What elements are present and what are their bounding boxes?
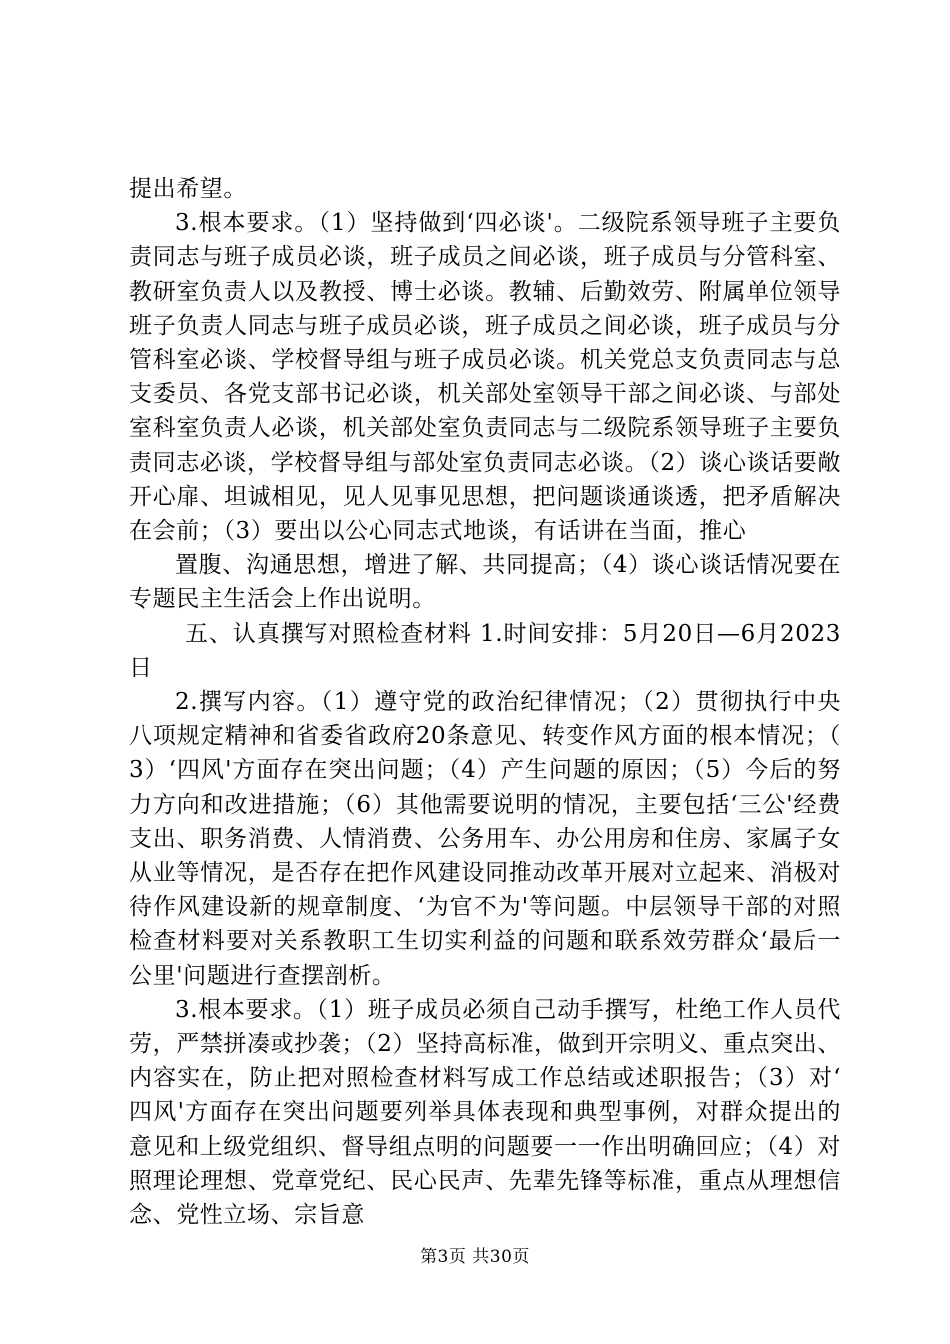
page-footer: 第3页 共30页	[420, 1247, 530, 1267]
paragraph-writing-content: 2.撰写内容。（1）遵守党的政治纪律情况；（2）贯彻执行中央八项规定精神和省委省政府20条意见、转变作风方面的根本情况；（3）‘四风'方面存在突出问题；（4）产生问题的原因；（5）今后的努力方向和改进措施；（6）其他需要说明的情况，主要包括‘三公'经费支出、职务消费、人情消费、公务用车、办公用房和住房、家属子女从业等情况，是否存在把作风建设同推动改革开展对立起来、消极对待作风建设新的规章制度、‘为官不为'等问题。中层领导干部的对照检查材料要对关系教职工生切实利益的问题和联系效劳群众‘最后一公里'问题进行查摆剖析。	[129, 689, 841, 989]
paragraph-intro-end: 提出希望。	[129, 176, 247, 202]
paragraph-talks-continued: 置腹、沟通思想，增进了解、共同提高；（4）谈心谈话情况要在专题民主生活会上作出说明。	[129, 552, 841, 613]
document-body	[129, 172, 841, 1232]
paragraph-writing-requirements: 3.根本要求。（1）班子成员必须自己动手撰写，杜绝工作人员代劳，严禁拼凑或抄袭；（2）坚持高标准，做到开宗明义、重点突出、内容实在，防止把对照检查材料写成工作总结或述职报告；（3）对‘四风'方面存在突出问题要列举具体表现和典型事例，对群众提出的意见和上级党组织、督导组点明的问题要一一作出明确回应；（4）对照理论理想、党章党纪、民心民声、先辈先锋等标准，重点从理想信念、党性立场、宗旨意	[129, 996, 841, 1229]
section-heading-five: 五、认真撰写对照检查材料 1.时间安排：5月20日—6月2023日	[129, 620, 841, 681]
paragraph-basic-requirements-talks: 3.根本要求。（1）坚持做到‘四必谈'。二级院系领导班子主要负责同志与班子成员必谈，班子成员之间必谈，班子成员与分管科室、教研室负责人以及教授、博士必谈。教辅、后勤效劳、附属单位领导班子负责人同志与班子成员必谈，班子成员之间必谈，班子成员与分管科室必谈、学校督导组与班子成员必谈。机关党总支负责同志与总支委员、各党支部书记必谈，机关部处室领导干部之间必谈、与部处室科室负责人必谈，机关部处室负责同志与二级院系领导班子主要负责同志必谈，学校督导组与部处室负责同志必谈。（2）谈心谈话要敞开心扉、坦诚相见，见人见事见思想，把问题谈通谈透，把矛盾解决在会前；（3）要出以公心同志式地谈，有话讲在当面，推心	[129, 210, 841, 545]
